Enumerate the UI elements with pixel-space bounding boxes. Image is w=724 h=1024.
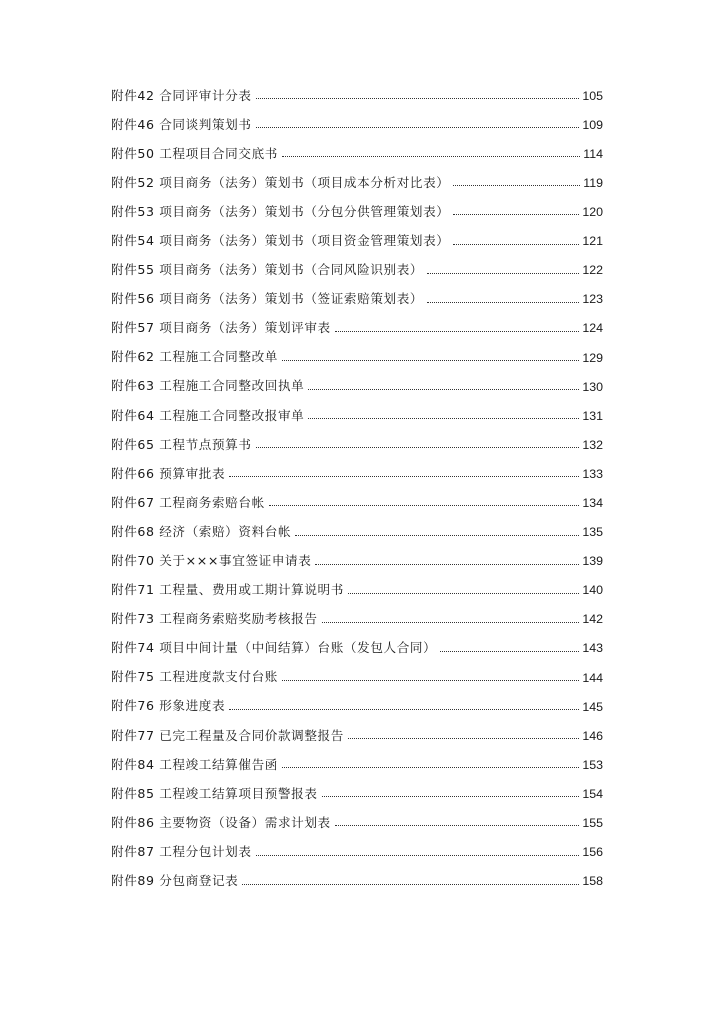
toc-dot-leader — [427, 302, 579, 303]
toc-entry-title: 附件85 工程竣工结算项目预警报表 — [111, 785, 318, 801]
toc-entry-title: 附件53 项目商务（法务）策划书（分包分供管理策划表） — [111, 203, 450, 219]
toc-entry-page-number: 143 — [582, 641, 603, 656]
toc-entry-page-number: 119 — [583, 175, 603, 190]
toc-entry-title: 附件55 项目商务（法务）策划书（合同风险识别表） — [111, 262, 424, 278]
toc-dot-leader — [348, 738, 579, 739]
toc-entry-page-number: 123 — [582, 292, 603, 307]
toc-entry[interactable] — [111, 280, 603, 309]
toc-entry-title: 附件63 工程施工合同整改回执单 — [111, 378, 305, 394]
toc-entry-title: 附件76 形象进度表 — [111, 698, 226, 714]
toc-entry-page-number: 130 — [582, 379, 603, 394]
toc-entry-page-number: 105 — [582, 88, 603, 103]
toc-entry-title: 附件56 项目商务（法务）策划书（签证索赔策划表） — [111, 291, 424, 307]
toc-entry-title: 附件87 工程分包计划表 — [111, 843, 252, 859]
toc-entry-title: 附件65 工程节点预算书 — [111, 436, 252, 452]
toc-dot-leader — [322, 796, 580, 797]
toc-dot-leader — [315, 564, 579, 565]
toc-entry-title: 附件68 经济（索赔）资料台帐 — [111, 523, 292, 539]
toc-dot-leader — [256, 855, 580, 856]
toc-entry-page-number: 146 — [582, 728, 603, 743]
toc-entry-title: 附件73 工程商务索赔奖励考核报告 — [111, 611, 318, 627]
toc-entry-page-number: 109 — [582, 117, 603, 132]
toc-entry[interactable] — [111, 367, 603, 396]
toc-entry[interactable] — [111, 658, 603, 687]
toc-dot-leader — [322, 622, 580, 623]
toc-dot-leader — [295, 535, 579, 536]
toc-dot-leader — [453, 244, 579, 245]
toc-dot-leader — [308, 389, 579, 390]
toc-entry[interactable] — [111, 832, 603, 861]
toc-entry-page-number: 155 — [582, 816, 603, 831]
toc-dot-leader — [282, 767, 579, 768]
toc-dot-leader — [440, 651, 579, 652]
toc-entry-title: 附件50 工程项目合同交底书 — [111, 145, 278, 161]
toc-dot-leader — [256, 127, 580, 128]
toc-entry[interactable] — [111, 134, 603, 163]
toc-entry-title: 附件52 项目商务（法务）策划书（项目成本分析对比表） — [111, 174, 450, 190]
toc-entry[interactable] — [111, 687, 603, 716]
toc-entry-page-number: 154 — [582, 786, 603, 801]
toc-entry-page-number: 135 — [582, 525, 603, 540]
toc-dot-leader — [453, 214, 579, 215]
toc-dot-leader — [308, 418, 579, 419]
toc-dot-leader — [242, 884, 579, 885]
toc-entry-title: 附件64 工程施工合同整改报审单 — [111, 407, 305, 423]
toc-dot-leader — [453, 185, 580, 186]
toc-entry[interactable] — [111, 396, 603, 425]
toc-dot-leader — [335, 825, 580, 826]
toc-entry[interactable] — [111, 512, 603, 541]
toc-entry[interactable] — [111, 542, 603, 571]
toc-entry-title: 附件84 工程竣工结算催告函 — [111, 756, 278, 772]
toc-dot-leader — [282, 680, 579, 681]
toc-entry-page-number: 153 — [582, 757, 603, 772]
toc-entry-title: 附件66 预算审批表 — [111, 465, 226, 481]
toc-dot-leader — [229, 709, 579, 710]
toc-dot-leader — [256, 447, 580, 448]
toc-dot-leader — [282, 360, 579, 361]
toc-entry-page-number: 122 — [582, 263, 603, 278]
toc-entry-title: 附件71 工程量、费用或工期计算说明书 — [111, 582, 344, 598]
toc-entry[interactable] — [111, 571, 603, 600]
toc-dot-leader — [348, 593, 579, 594]
toc-dot-leader — [229, 476, 579, 477]
toc-entry-title: 附件67 工程商务索赔台帐 — [111, 494, 265, 510]
toc-entry-title: 附件74 项目中间计量（中间结算）台账（发包人合同） — [111, 640, 437, 656]
toc-dot-leader — [335, 331, 580, 332]
toc-entry-page-number: 145 — [582, 699, 603, 714]
toc-entry-page-number: 139 — [582, 554, 603, 569]
toc-entry-page-number: 156 — [582, 845, 603, 860]
toc-entry-page-number: 132 — [582, 437, 603, 452]
toc-entry[interactable] — [111, 629, 603, 658]
toc-entry[interactable] — [111, 745, 603, 774]
toc-entry-title: 附件42 合同评审计分表 — [111, 87, 252, 103]
toc-dot-leader — [256, 98, 580, 99]
toc-entry-page-number: 129 — [582, 350, 603, 365]
toc-entry[interactable] — [111, 774, 603, 803]
toc-entry[interactable] — [111, 862, 603, 891]
toc-entry[interactable] — [111, 163, 603, 192]
toc-dot-leader — [427, 273, 579, 274]
toc-entry-title: 附件75 工程进度款支付台账 — [111, 669, 278, 685]
toc-entry[interactable] — [111, 221, 603, 250]
toc-entry-title: 附件89 分包商登记表 — [111, 873, 239, 889]
toc-entry-page-number: 121 — [582, 234, 603, 249]
toc-entry-title: 附件86 主要物资（设备）需求计划表 — [111, 814, 331, 830]
toc-entry-title: 附件57 项目商务（法务）策划评审表 — [111, 320, 331, 336]
toc-dot-leader — [282, 156, 580, 157]
toc-entry-page-number: 134 — [582, 496, 603, 510]
toc-entry[interactable] — [111, 76, 603, 105]
toc-entry-title: 附件46 合同谈判策划书 — [111, 116, 252, 132]
toc-entry[interactable] — [111, 105, 603, 134]
toc-entry-page-number: 158 — [582, 874, 603, 889]
toc-entry-page-number: 131 — [582, 408, 603, 423]
toc-entry-page-number: 120 — [582, 205, 603, 220]
toc-entry[interactable] — [111, 483, 603, 512]
toc-entry-page-number: 114 — [583, 146, 603, 161]
toc-entry-page-number: 133 — [582, 466, 603, 481]
toc-entry-title: 附件77 已完工程量及合同价款调整报告 — [111, 727, 344, 743]
toc-entry-page-number: 142 — [582, 612, 603, 627]
toc-entry[interactable] — [111, 192, 603, 221]
toc-entry-page-number: 144 — [582, 670, 603, 685]
toc-entry-title: 附件62 工程施工合同整改单 — [111, 349, 278, 365]
toc-entry[interactable] — [111, 716, 603, 745]
table-of-contents — [111, 76, 603, 891]
toc-entry[interactable] — [111, 338, 603, 367]
toc-entry[interactable] — [111, 600, 603, 629]
toc-entry-page-number: 140 — [582, 583, 603, 598]
toc-entry[interactable] — [111, 309, 603, 338]
toc-dot-leader — [269, 505, 580, 506]
toc-entry-page-number: 124 — [582, 321, 603, 336]
toc-entry[interactable] — [111, 803, 603, 832]
toc-entry-title: 附件70 关于×××事宜签证申请表 — [111, 553, 312, 568]
toc-entry[interactable] — [111, 454, 603, 483]
toc-entry[interactable] — [111, 251, 603, 280]
toc-entry-title: 附件54 项目商务（法务）策划书（项目资金管理策划表） — [111, 232, 450, 248]
toc-entry[interactable] — [111, 425, 603, 454]
